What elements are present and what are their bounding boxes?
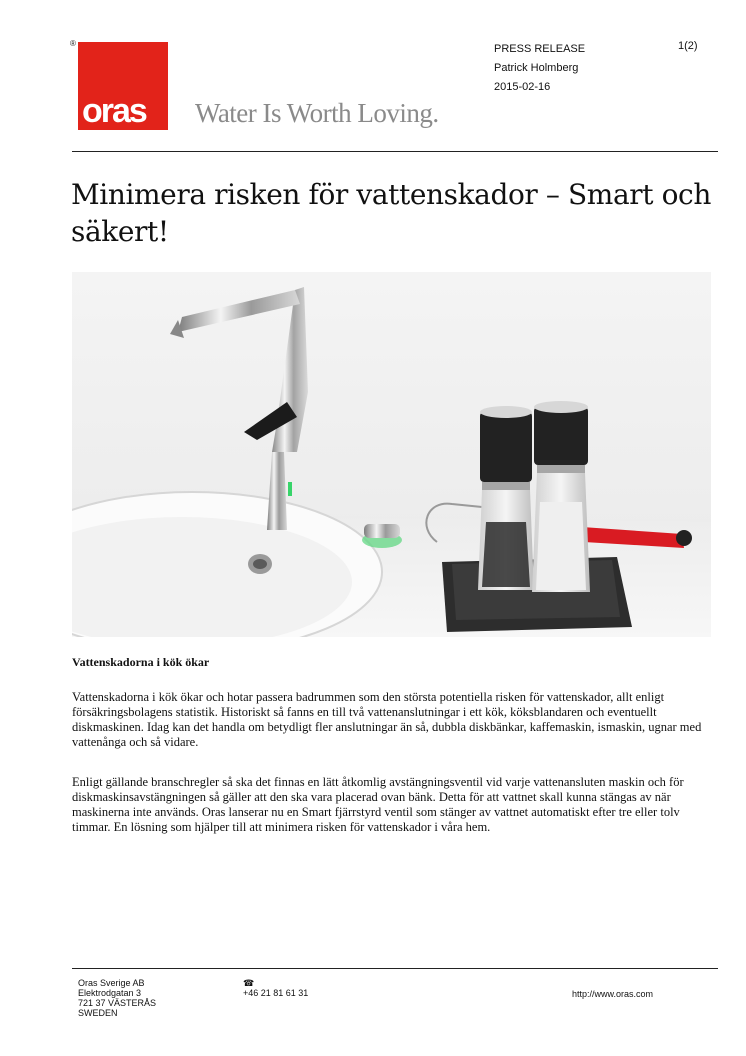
footer-divider <box>72 968 718 969</box>
footer-phone <box>243 978 308 998</box>
page-number: 1(2) <box>678 40 698 52</box>
company-name: Oras Sverige AB <box>78 978 145 988</box>
page-title: Minimera risken för vattenskador – Smart och säkert! <box>71 178 711 248</box>
postal-address: 721 37 VÄSTERÅS <box>78 998 157 1008</box>
registered-mark: ® <box>70 39 76 48</box>
street-address: Elektrodgatan 3 <box>78 988 142 998</box>
document-meta <box>494 40 585 97</box>
country: SWEDEN <box>78 1008 118 1018</box>
product-photo <box>72 272 711 637</box>
author: Patrick Holmberg <box>494 62 579 74</box>
phone-icon: ☎ <box>243 978 255 988</box>
website-link[interactable]: http://www.oras.com <box>572 989 654 999</box>
phone-number: +46 21 81 61 31 <box>243 988 309 998</box>
tagline: Water Is Worth Loving. <box>195 98 439 128</box>
section-heading: Vattenskadorna i kök ökar <box>72 655 210 669</box>
footer-address <box>78 978 156 1018</box>
logo-wordmark: oras <box>82 92 146 130</box>
doc-type: PRESS RELEASE <box>494 43 586 55</box>
oras-logo <box>78 42 168 130</box>
date: 2015-02-16 <box>494 81 551 93</box>
header-divider <box>72 151 718 152</box>
paragraph-1: Vattenskadorna i kök ökar och hotar passera badrummen som den största potentiella risken för vattenskador, allt enligt försäkringsbolagens statistik. Historiskt så fanns en till två vattenanslutningar i ett kök, köksblandaren och eventuellt diskmaskinen. Idag kan det handla om betydligt fler anslutningar än så, dubbla diskbänkar, kaffemaskin, ismaskin, ugnar med vattenånga och så vidare. <box>72 690 702 749</box>
paragraph-2: Enligt gällande branschregler så ska det finnas en lätt åtkomlig avstängningsventil vid varje vattenansluten maskin och för diskmaskinsavstängningen så gäller att den ska vara placerad ovan bänk. Detta för att vattnet skall kunna stängas av när maskinerna inte används. Oras lanserar nu en Smart fjärrstyrd ventil som stänger av vattnet automatiskt efter tre eller tolv timmar. En lösning som hjälper till att minimera risken för vattenskador i våra hem. <box>72 775 684 834</box>
